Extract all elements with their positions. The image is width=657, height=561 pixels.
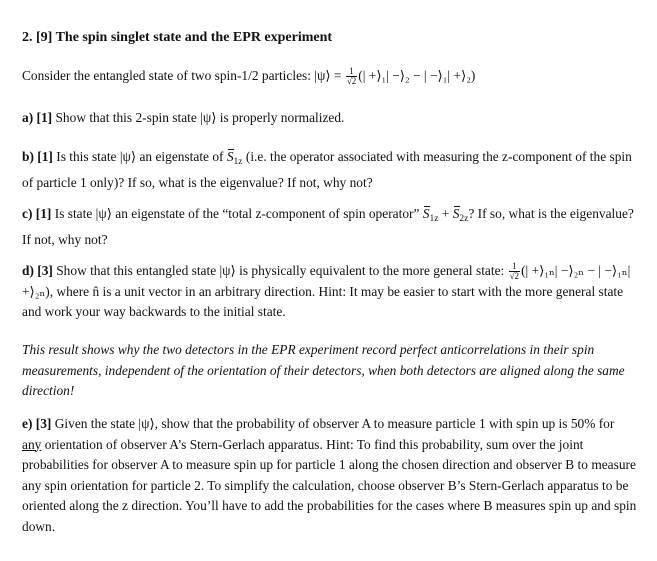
- part-a: [22, 108, 637, 129]
- part-c-op2: S: [452, 206, 460, 221]
- part-c-text-2: ? If so, what is the eigenvalue? If not, why not?: [22, 206, 634, 247]
- part-b-label: b) [1]: [22, 149, 53, 164]
- part-b-operator-sub: 1z: [233, 157, 243, 167]
- intro-paragraph: [22, 66, 637, 87]
- intro-fraction: [346, 67, 357, 86]
- part-d-text-1: Show that this entangled state |ψ⟩ is physically equivalent to the more general state:: [56, 263, 508, 278]
- part-c-text-1: Is state |ψ⟩ an eigenstate of the “total z-component of spin operator”: [54, 206, 423, 221]
- part-d-frac-num: 1: [509, 262, 520, 272]
- part-c-label: c) [1]: [22, 206, 52, 221]
- part-e-text-2: orientation of observer A’s Stern-Gerlach apparatus. Hint: To find this probability, sum over the joint probabilities for observer A to measure spin up for particle 1 along the chosen direction and observer B to measure any spin orientation for particle 2. To simplify the calculation, choose observer B’s Stern-Gerlach apparatus to be oriented along the z direction. You’ll have to add the probabilities for the cases where B measures spin up and spin down.: [22, 436, 637, 534]
- part-c: [22, 204, 637, 250]
- part-e: [22, 414, 637, 537]
- part-b-text-2: (i.e. the operator associated with measuring the z-component of the spin of particle 1 only)? If so, what is the eigenvalue? If not, why not?: [22, 149, 632, 190]
- problem-title: 2. [9] The spin singlet state and the EPR experiment: [22, 30, 333, 45]
- intro-text: Consider the entangled state of two spin-1/2 particles: |ψ⟩ =: [22, 68, 345, 83]
- part-b: [22, 147, 637, 193]
- part-e-underlined: any: [22, 436, 42, 452]
- part-d-text-2: , where n̂ is a unit vector in an arbitrary direction. Hint: It may be easier to start with the more general state and work your way backwards to the initial state.: [22, 283, 624, 319]
- part-c-op1-sub: 1z: [429, 214, 439, 224]
- intro-frac-den: √2: [346, 76, 357, 87]
- part-d-frac-den: √2: [509, 271, 520, 282]
- part-e-label: e) [3]: [22, 416, 52, 431]
- part-b-text-1: Is this state |ψ⟩ an eigenstate of: [56, 149, 227, 164]
- part-a-text: Show that this 2-spin state |ψ⟩ is properly normalized.: [55, 110, 345, 125]
- part-e-text-1: Given the state |ψ⟩, show that the probability of observer A to measure particle 1 with spin up is 50% for: [54, 416, 615, 431]
- part-d: [22, 261, 637, 323]
- part-d-label: d) [3]: [22, 263, 53, 278]
- part-b-operator: S: [226, 149, 234, 164]
- part-d-fraction: [509, 262, 520, 281]
- epr-note: This result shows why the two detectors in the EPR experiment record perfect anticorrelations in their spin measurements, independent of the orientation of their detectors, when both detectors are aligned along the same direction!: [22, 342, 625, 398]
- part-d-state: (| +⟩₁ₙ| −⟩₂ₙ − | −⟩₁ₙ| +⟩₂ₙ): [22, 263, 631, 299]
- intro-frac-num: 1: [346, 67, 357, 77]
- part-a-label: a) [1]: [22, 110, 53, 125]
- part-c-plus: +: [438, 206, 453, 221]
- part-c-op1: S: [422, 206, 430, 221]
- intro-state: (| +⟩₁| −⟩₂ − | −⟩₁| +⟩₂): [358, 68, 476, 83]
- part-c-op2-sub: 2z: [459, 214, 469, 224]
